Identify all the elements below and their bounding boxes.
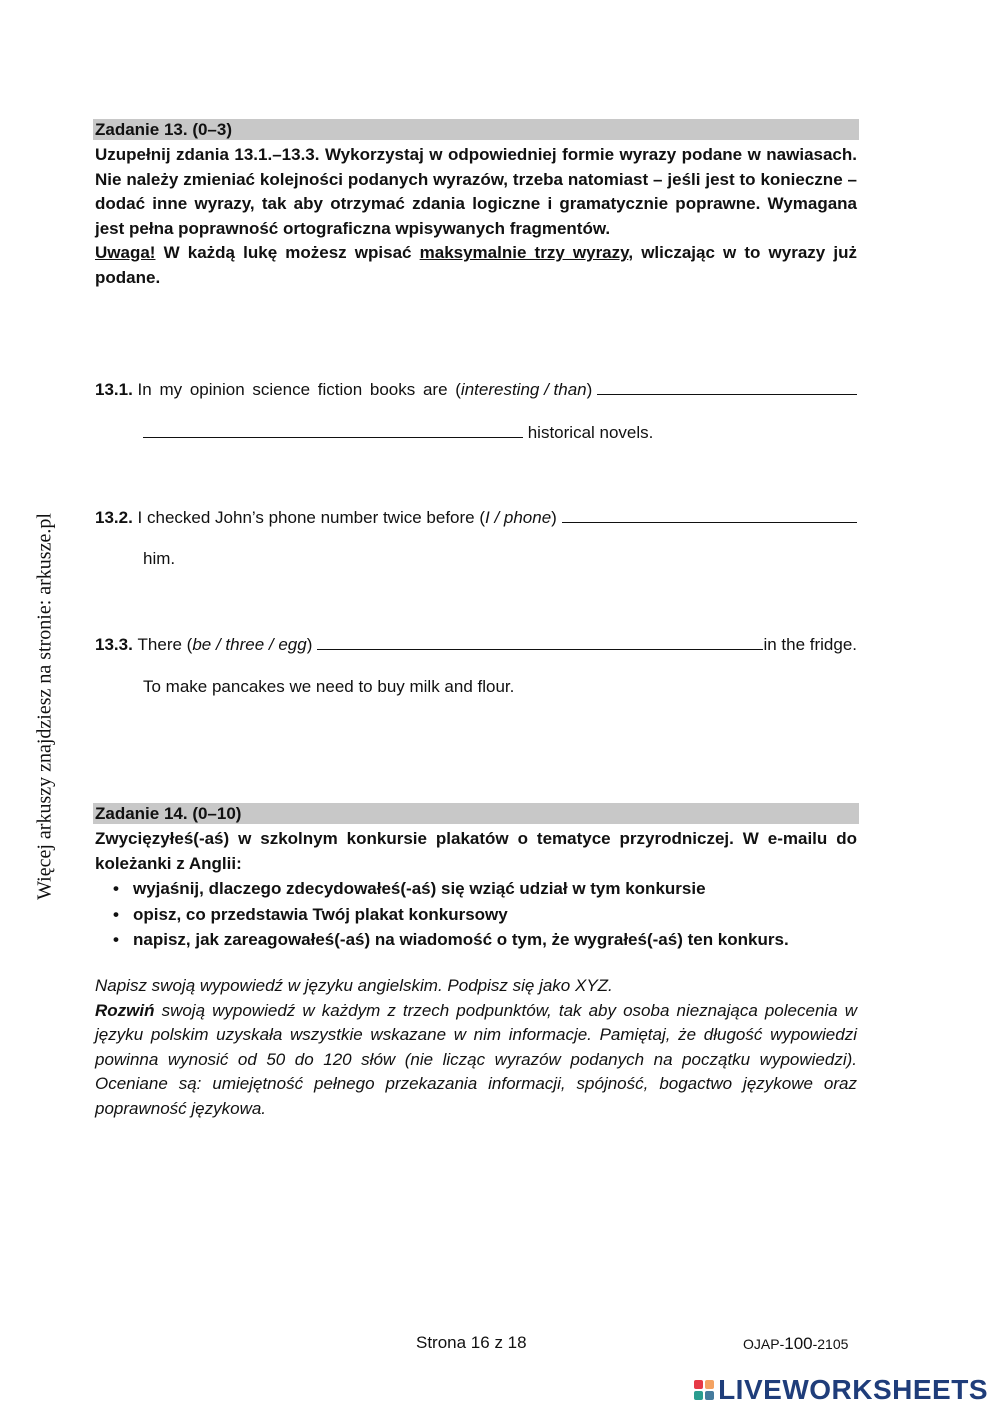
item-13-3-number: 13.3. (95, 635, 133, 654)
task14-bullet-2: • opisz, co przedstawia Twój plakat konkursowy (95, 902, 865, 928)
item-13-2-close: ) (551, 508, 557, 527)
task13-note-text1: W każdą lukę możesz wpisać (155, 243, 420, 262)
exam-code-suffix: -2105 (812, 1336, 849, 1352)
task14-line1: Napisz swoją wypowiedź w języku angielskim. Podpisz się jako XYZ. (95, 976, 613, 995)
item-13-1-close: ) (586, 380, 593, 399)
task14-instructions (95, 974, 857, 1121)
task14-bullet-3: • napisz, jak zareagowałeś(-aś) na wiadomość o tym, że wygrałeś(-aś) ten konkurs. (95, 927, 865, 953)
exam-code-main: 100 (784, 1334, 813, 1353)
item-13-2-line2: him. (143, 549, 176, 568)
task13-header: Zadanie 13. (0–3) (93, 119, 859, 140)
item-13-1-hint: interesting / than (460, 380, 587, 399)
item-13-1-line1 (95, 378, 857, 401)
exam-code-prefix: OJAP- (743, 1336, 785, 1352)
task14-intro: Zwycięzyłeś(-aś) w szkolnym konkursie plakatów o tematyce przyrodniczej. W e-mailu do koleżanki z Anglii: (95, 829, 857, 873)
task14-rozwin-rest: swoją wypowiedź w każdym z trzech podpunktów, tak aby osoba nieznająca polecenia w języku polskim uzyskała wszystkie wskazane w nim informacje. Pamiętaj, że długość wypowiedzi powinna wynosić od 50 do 120 słów (nie licząc wyrazów podanych na początku wypowiedzi). Oceniane są: umiejętność pełnego przekazania informacji, spójność, bogactwo językowe oraz poprawność językowa. (95, 1000, 857, 1118)
task13-note-text2: , wliczając w to wyrazy już podane. (95, 243, 857, 287)
logo-icon (694, 1380, 714, 1400)
item-13-1-line2 (143, 421, 653, 444)
item-13-3-line2: To make pancakes we need to buy milk and flour. (143, 677, 515, 696)
answer-blank-13-2[interactable] (562, 506, 857, 523)
item-13-3-tail: in the fridge. (763, 635, 857, 654)
item-13-1-tail: historical novels. (523, 423, 654, 442)
item-13-3-close: ) (306, 635, 313, 654)
task14-bullet-1: • wyjaśnij, dlaczego zdecydowałeś(-aś) się wziąć udział w tym konkursie (95, 876, 865, 902)
task13-note-underlined: maksymalnie trzy wyrazy (419, 243, 629, 262)
side-watermark-text: Więcej arkuszy znajdziesz na stronie: arkusze.pl (33, 513, 56, 900)
item-13-3-text: There ( (137, 635, 193, 654)
answer-blank-13-3[interactable] (317, 633, 763, 650)
liveworksheets-logo (694, 1374, 988, 1406)
item-13-1-number: 13.1. (95, 380, 133, 399)
exam-code (743, 1334, 848, 1354)
task14-header: Zadanie 14. (0–10) (93, 803, 859, 824)
answer-blank-13-1a[interactable] (597, 378, 857, 395)
item-13-3-line1 (95, 633, 857, 656)
item-13-2-line1 (95, 506, 857, 529)
task13-instruction-text: Uzupełnij zdania 13.1.–13.3. Wykorzystaj w odpowiedniej formie wyrazy podane w nawiasach. Nie należy zmieniać kolejności podanych wyrazów, trzeba natomiast – jeśli jest to konieczne – dodać inne wyrazy, tak aby otrzymać zdania logiczne i gramatycznie poprawne. Wymagana jest pełna poprawność ortograficzna wpisywanych fragmentów. (95, 145, 857, 238)
item-13-3-hint: be / three / egg (192, 635, 307, 654)
item-13-1-text: In my opinion science fiction books are ( (137, 380, 461, 399)
item-13-2-hint: I / phone (485, 508, 552, 527)
item-13-2-number: 13.2. (95, 508, 133, 527)
item-13-2-text: I checked John’s phone number twice before ( (137, 508, 485, 527)
logo-text: LIVEWORKSHEETS (718, 1374, 988, 1405)
task13-note-label: Uwaga! (95, 243, 156, 262)
answer-blank-13-1b[interactable] (143, 421, 523, 438)
task14-rozwin-bold: Rozwiń (95, 1000, 155, 1020)
task14-bullet-list (95, 876, 865, 953)
task13-instruction (95, 143, 857, 290)
page-number: Strona 16 z 18 (416, 1333, 527, 1352)
